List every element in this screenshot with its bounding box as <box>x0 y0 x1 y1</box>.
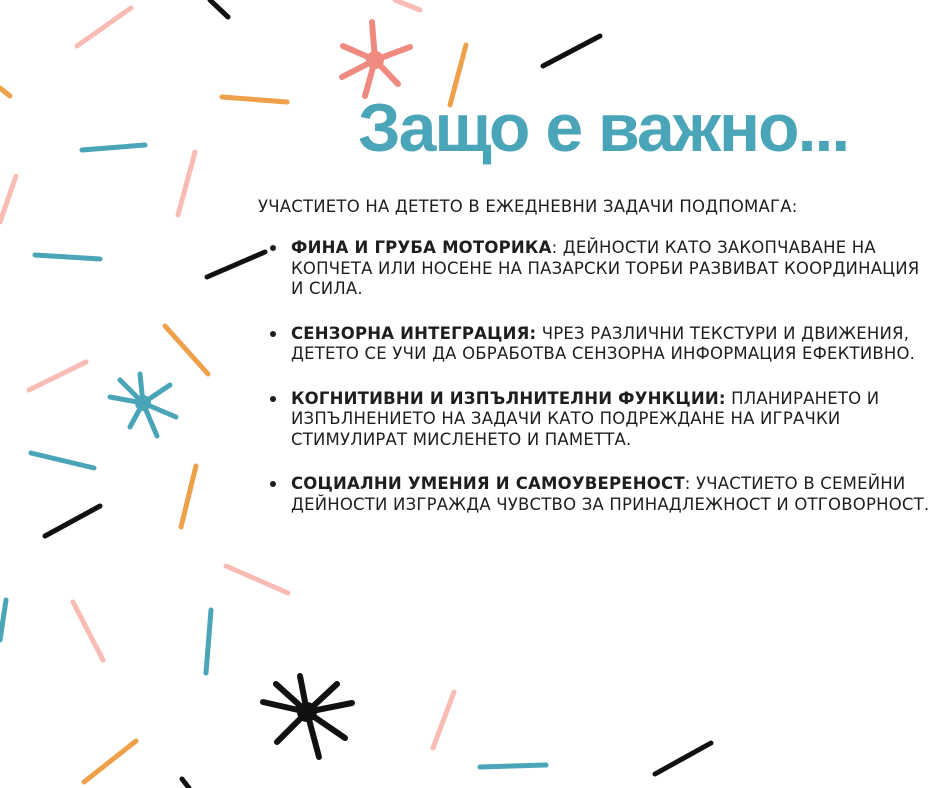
confetti-stroke <box>178 152 195 215</box>
confetti-stroke <box>543 36 600 66</box>
item-text: : УЧАСТИЕТО В СЕМЕЙНИ ДЕЙНОСТИ ИЗГРАЖДА ЧУВСТВО ЗА ПРИНАДЛЕЖНОСТ И ОТГОВОРНОСТ. <box>291 474 930 514</box>
bullet-icon <box>270 396 276 402</box>
confetti-stroke <box>0 88 10 96</box>
confetti-stroke <box>433 692 454 748</box>
confetti-stroke <box>84 741 136 782</box>
confetti-stroke <box>181 466 196 527</box>
item-text: ЧРЕЗ РАЗЛИЧНИ ТЕКСТУРИ И ДВИЖЕНИЯ, ДЕТЕТО СЕ УЧИ ДА ОБРАБОТВА СЕНЗОРНА ИНФОРМАЦИЯ ЕФЕКТИВНО. <box>291 323 916 363</box>
item-heading: ФИНА И ГРУБА МОТОРИКА <box>291 238 552 257</box>
bullet-icon <box>270 481 276 487</box>
item-text: ПЛАНИРАНЕТО И ИЗПЪЛНЕНИЕТО НА ЗАДАЧИ КАТО ПОДРЕЖДАНЕ НА ИГРАЧКИ СТИМУЛИРАТ МИСЛЕНЕТО И ПАМЕТТА. <box>291 388 880 449</box>
intro-text: УЧАСТИЕТО НА ДЕТЕТО В ЕЖЕДНЕВНИ ЗАДАЧИ ПОДПОМАГА: <box>258 197 798 216</box>
bullet-icon <box>270 245 276 251</box>
star-icon <box>263 676 352 757</box>
confetti-stroke <box>207 252 265 277</box>
star-icon <box>342 22 410 96</box>
confetti-stroke <box>395 0 420 10</box>
star-icon <box>110 374 176 436</box>
confetti-stroke <box>0 176 16 222</box>
confetti-stroke <box>45 506 100 536</box>
list-item <box>270 474 935 515</box>
page-title: Защо е важно... <box>358 90 849 166</box>
confetti-stroke <box>222 97 287 102</box>
item-heading: КОГНИТИВНИ И ИЗПЪЛНИТЕЛНИ ФУНКЦИИ: <box>291 388 726 408</box>
item-heading: СЕНЗОРНА ИНТЕГРАЦИЯ: <box>291 323 537 343</box>
list-item <box>270 389 935 451</box>
confetti-stroke <box>73 602 103 660</box>
confetti-stroke <box>210 0 228 17</box>
confetti-stroke <box>0 600 6 640</box>
confetti-stroke <box>480 765 546 767</box>
item-heading: СОЦИАЛНИ УМЕНИЯ И САМОУВЕРЕНОСТ <box>291 474 685 493</box>
confetti-stroke <box>35 255 100 259</box>
confetti-stroke <box>31 453 94 468</box>
confetti-stroke <box>77 8 131 46</box>
confetti-stroke <box>206 610 211 673</box>
list-item <box>270 238 935 300</box>
confetti-stroke <box>165 326 208 374</box>
bullet-icon <box>270 331 276 337</box>
confetti-stroke <box>226 566 288 593</box>
confetti-stroke <box>182 779 189 788</box>
confetti-stroke <box>82 145 145 150</box>
confetti-stroke <box>655 743 711 774</box>
benefits-list <box>270 238 935 539</box>
confetti-stroke <box>29 362 86 390</box>
item-text: : ДЕЙНОСТИ КАТО ЗАКОПЧАВАНЕ НА КОПЧЕТА ИЛИ НОСЕНЕ НА ПАЗАРСКИ ТОРБИ РАЗВИВАТ КООРДИНАЦИЯ И СИЛА. <box>291 238 920 298</box>
list-item <box>270 324 935 365</box>
